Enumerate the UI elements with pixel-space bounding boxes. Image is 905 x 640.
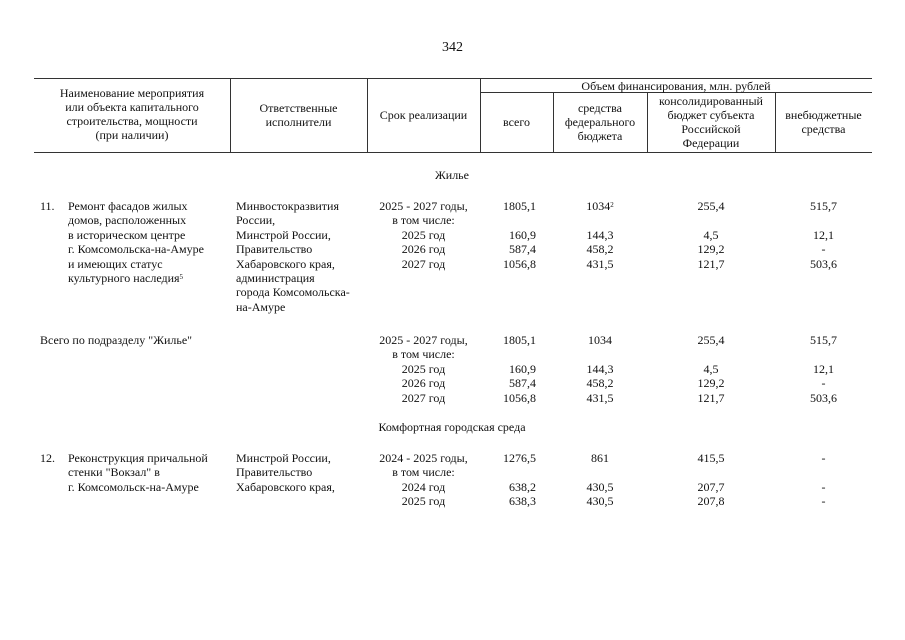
header-bottom-rule [34,152,872,153]
total-value: 1805,1 [503,333,536,347]
extra-value: 515,7 [810,199,837,213]
subtotal-term [367,333,480,405]
exec-line: Правительство [236,242,313,257]
header-name-line: (при наличии) [95,128,169,142]
row12-total [480,451,536,509]
consolidated-value [647,347,775,361]
extra-value [775,347,872,361]
row12-federal [553,451,647,509]
consolidated-value: 4,5 [703,227,719,242]
term-line: 2025 - 2027 годы, [379,199,468,213]
extra-value: 515,7 [810,333,837,347]
term-line: в том числе: [392,465,455,480]
total-value: 160,9 [509,361,536,376]
row11-federal [553,199,647,271]
term-line: 2024 год [401,479,446,494]
federal-value [553,347,647,361]
name-line: домов, расположенных [68,213,187,228]
term-line: 2026 год [401,242,446,257]
federal-value: 430,5 [586,479,614,494]
row12-term [367,451,480,509]
header-exec-line: исполнители [265,115,332,129]
exec-line: Хабаровского края, [236,256,335,271]
consolidated-value: 129,2 [697,242,725,257]
term-line: 2025 год [401,361,446,376]
extra-value: 12,1 [813,227,834,242]
term-line: 2027 год [401,256,446,271]
row12-name [68,451,208,494]
total-value: 160,9 [509,227,536,242]
exec-line: администрация [236,270,315,285]
header-consolidated-line: Федерации [682,136,740,150]
subtotal-consolidated [647,333,775,405]
extra-value: - [821,242,826,257]
consolidated-value [647,213,775,227]
total-value: 638,3 [509,494,536,509]
extra-value: - [821,451,826,465]
federal-value: 458,2 [586,242,614,257]
header-extra-line: средства [801,122,846,136]
row12-consolidated [647,451,775,509]
name-line: Ремонт фасадов жилых [68,199,188,213]
extra-value: - [821,479,826,494]
header-term-line: Срок реализации [379,108,468,122]
row11-executors [236,199,350,314]
total-value: 1056,8 [503,390,536,405]
header-name-line: или объекта капитального [65,100,199,114]
federal-value: 458,2 [586,376,614,391]
extra-value [775,465,872,479]
total-value [480,347,536,361]
header-federal-cell [553,101,647,143]
term-line: 2025 - 2027 годы, [379,333,468,347]
header-exec-cell [230,101,367,129]
header-consolidated-line: Российской [681,122,741,136]
exec-line: на-Амуре [236,299,286,314]
exec-line: Минстрой России, [236,227,331,242]
header-fin-group-line: Объем финансирования, млн. рублей [581,79,771,93]
federal-value: 1034 [588,333,612,347]
name-line: г. Комсомольска-на-Амуре [68,242,204,257]
total-value: 1805,1 [503,199,536,213]
header-term-cell [367,108,480,122]
row11-total [480,199,536,271]
subtotal-federal [553,333,647,405]
term-line: 2024 - 2025 годы, [379,451,468,465]
name-text: культурного наследия [68,270,180,285]
row11-term [367,199,480,271]
name-line: и имеющих статус [68,256,163,271]
total-value: 1276,5 [503,451,536,465]
header-name-cell [34,86,230,142]
extra-value: - [821,376,826,391]
federal-value [553,465,647,479]
exec-line: города Комсомольска- [236,285,350,300]
name-line [68,271,204,285]
term-line: 2026 год [401,376,446,391]
section-title-urban: Комфортная городская среда [378,420,526,434]
total-value: 1056,8 [503,256,536,271]
total-value [480,213,536,227]
federal-value [553,213,647,227]
name-line: стенки "Вокзал" в [68,465,160,480]
term-line: 2025 год [401,494,446,509]
name-line: в историческом центре [68,227,186,242]
name-line: Реконструкция причальной [68,451,208,465]
consolidated-value: 121,7 [697,256,725,271]
subtotal-housing-label: Всего по подразделу "Жилье" [40,333,193,347]
term-line: в том числе: [392,213,455,228]
federal-value: 144,3 [586,227,614,242]
total-value: 587,4 [509,242,536,257]
federal-value: 431,5 [586,256,614,271]
row11-name [68,199,204,285]
footnote-ref: 5 [179,272,184,281]
header-federal-line: федерального [564,115,636,129]
federal-value: 861 [591,451,609,465]
header-total-line: всего [502,115,531,129]
row12-extra [775,451,872,509]
row11-consolidated [647,199,775,271]
federal-value: 430,5 [586,494,614,509]
header-exec-line: Ответственные [259,101,338,115]
subtotal-total [480,333,536,405]
total-value: 638,2 [509,479,536,494]
header-extra-line: внебюджетные [785,108,862,122]
federal-value [553,199,647,213]
consolidated-value: 415,5 [697,451,725,465]
federal-value-text: 1034 [586,199,611,213]
section-title-housing: Жилье [435,168,469,182]
extra-value [775,213,872,227]
term-line: 2027 год [401,390,446,405]
consolidated-value: 255,4 [697,333,725,347]
exec-line: Минвостокразвития [236,199,339,213]
header-consolidated-line: консолидированный [659,94,763,108]
subtotal-extra [775,333,872,405]
consolidated-value: 255,4 [697,199,725,213]
exec-line: Минстрой России, [236,451,331,465]
exec-line: России, [236,213,276,228]
row-number: 12. [40,451,55,465]
extra-value: 503,6 [810,256,837,271]
header-consolidated-cell [647,94,775,150]
header-extra-cell [775,108,872,136]
row-number: 11. [40,199,55,213]
federal-value: 144,3 [586,361,614,376]
header-federal-line: средства [577,101,622,115]
total-value: 587,4 [509,376,536,391]
row11-extra [775,199,872,271]
term-line: в том числе: [392,347,455,362]
consolidated-value: 129,2 [697,376,725,391]
exec-line: Правительство [236,465,313,480]
row12-executors [236,451,335,494]
header-name-line: Наименование мероприятия [59,86,205,100]
consolidated-value: 207,8 [697,494,725,509]
extra-value: 503,6 [810,390,837,405]
federal-value: 431,5 [586,390,614,405]
extra-value: 12,1 [813,361,834,376]
consolidated-value: 207,7 [697,479,725,494]
term-line: 2025 год [401,227,446,242]
page-number: 342 [442,40,463,55]
consolidated-value [647,465,775,479]
header-fin-group-cell [480,79,872,93]
header-name-line: строительства, мощности [66,114,198,128]
name-line: г. Комсомольск-на-Амуре [68,479,199,494]
exec-line: Хабаровского края, [236,479,335,494]
extra-value: - [821,494,826,509]
total-value [480,465,536,479]
consolidated-value: 4,5 [703,361,719,376]
header-total-cell [480,115,553,129]
footnote-ref: 2 [610,201,614,209]
header-consolidated-line: бюджет субъекта [667,108,755,122]
header-federal-line: бюджета [577,129,623,143]
consolidated-value: 121,7 [697,390,725,405]
